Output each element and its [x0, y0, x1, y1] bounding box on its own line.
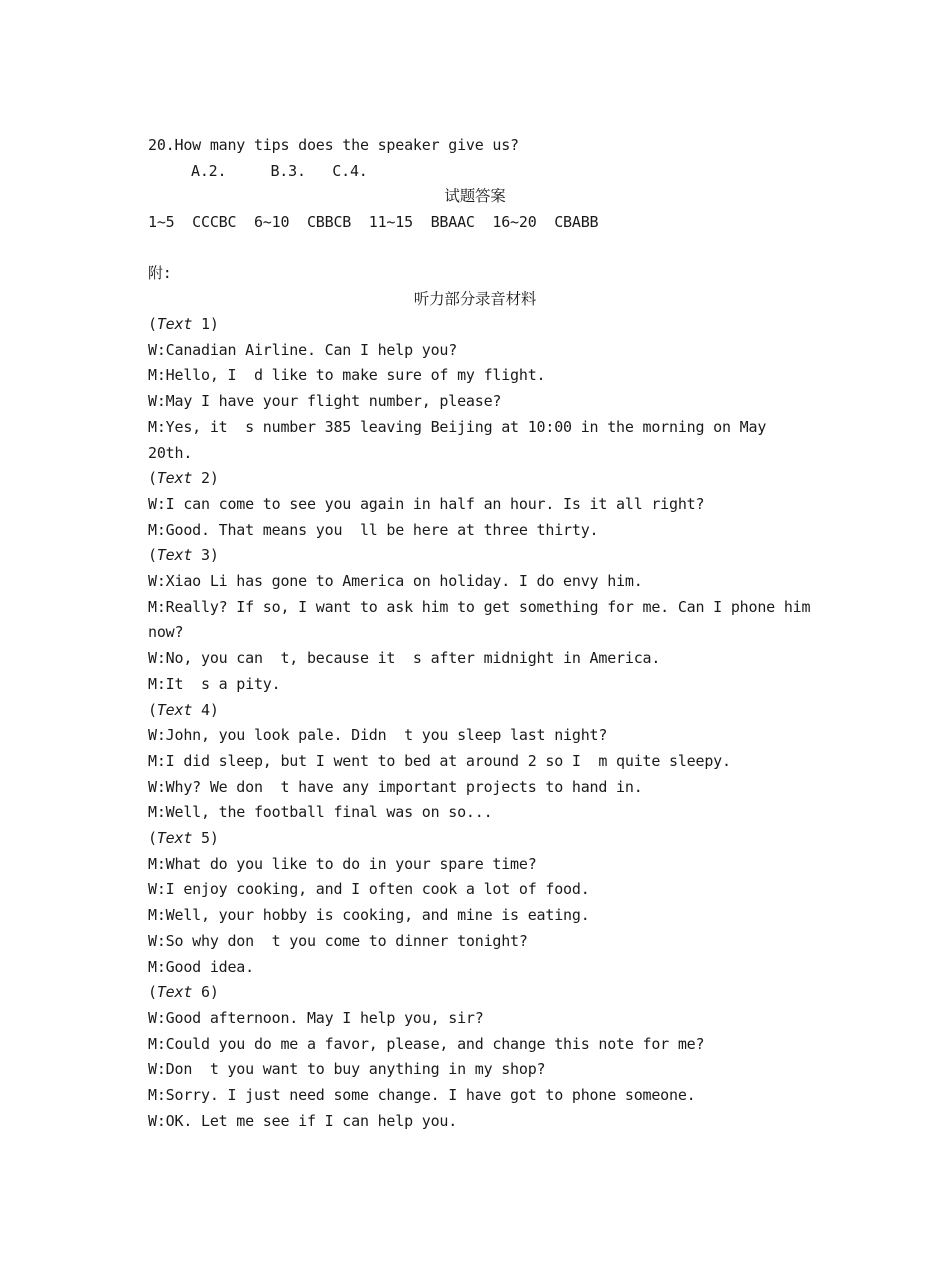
text-label-word: Text: [156, 983, 193, 1001]
text-label-open: (: [148, 701, 157, 719]
text-label-word: Text: [156, 546, 193, 564]
text-label-open: (: [148, 983, 157, 1001]
dialogue-line: W:I can come to see you again in half an hour. Is it all right?: [148, 495, 705, 513]
text-label-number: 1): [192, 315, 219, 333]
text-label-word: Text: [156, 469, 193, 487]
dialogue-line: M:Well, the football final was on so...: [148, 803, 493, 821]
dialogue-line: 20th.: [148, 444, 193, 462]
dialogue-line: M:I did sleep, but I went to bed at around 2 so I m quite sleepy.: [148, 752, 731, 770]
dialogue-line: M:It s a pity.: [148, 675, 281, 693]
text-label-open: (: [148, 546, 157, 564]
dialogue-line: M:Well, your hobby is cooking, and mine is eating.: [148, 906, 590, 924]
dialogue-line: M:Good. That means you ll be here at three thirty.: [148, 521, 599, 539]
appendix-label: 附:: [148, 264, 172, 282]
text-label: [148, 468, 219, 488]
dialogue-line: W:I enjoy cooking, and I often cook a lot of food.: [148, 880, 590, 898]
dialogue-line: W:Don t you want to buy anything in my shop?: [148, 1060, 546, 1078]
answer-key: 1~5 CCCBC 6~10 CBBCB 11~15 BBAAC 16~20 CBABB: [148, 213, 599, 231]
dialogue-line: M:Sorry. I just need some change. I have got to phone someone.: [148, 1086, 696, 1104]
text-label-open: (: [148, 315, 157, 333]
dialogue-line: now?: [148, 623, 184, 641]
answers-heading: 试题答案: [444, 187, 506, 205]
dialogue-line: W:So why don t you come to dinner tonight?: [148, 932, 528, 950]
text-label-open: (: [148, 469, 157, 487]
text-label-number: 3): [192, 546, 219, 564]
transcript-heading: 听力部分录音材料: [413, 290, 537, 308]
question-20: 20.How many tips does the speaker give us?: [148, 136, 519, 154]
text-label-number: 5): [192, 829, 219, 847]
text-label: [148, 545, 219, 565]
dialogue-line: W:OK. Let me see if I can help you.: [148, 1112, 458, 1130]
text-label-word: Text: [156, 315, 193, 333]
dialogue-line: M:Hello, I d like to make sure of my flight.: [148, 366, 546, 384]
text-label: [148, 828, 219, 848]
text-label: [148, 982, 219, 1002]
dialogue-line: W:John, you look pale. Didn t you sleep last night?: [148, 726, 608, 744]
text-label: [148, 700, 219, 720]
dialogue-line: W:May I have your flight number, please?: [148, 392, 502, 410]
text-label-word: Text: [156, 701, 193, 719]
text-label-word: Text: [156, 829, 193, 847]
text-label-number: 4): [192, 701, 219, 719]
text-label: [148, 314, 219, 334]
text-label-number: 2): [192, 469, 219, 487]
dialogue-line: M:Could you do me a favor, please, and change this note for me?: [148, 1035, 705, 1053]
dialogue-line: W:Good afternoon. May I help you, sir?: [148, 1009, 484, 1027]
dialogue-line: W:Canadian Airline. Can I help you?: [148, 341, 458, 359]
dialogue-line: M:What do you like to do in your spare time?: [148, 855, 537, 873]
dialogue-line: W:Xiao Li has gone to America on holiday. I do envy him.: [148, 572, 643, 590]
dialogue-line: M:Really? If so, I want to ask him to get something for me. Can I phone him: [148, 598, 811, 616]
question-20-options: A.2. B.3. C.4.: [191, 162, 368, 180]
text-label-number: 6): [192, 983, 219, 1001]
dialogue-line: M:Good idea.: [148, 958, 254, 976]
dialogue-line: W:Why? We don t have any important projects to hand in.: [148, 778, 643, 796]
dialogue-line: M:Yes, it s number 385 leaving Beijing at 10:00 in the morning on May: [148, 418, 767, 436]
dialogue-line: W:No, you can t, because it s after midnight in America.: [148, 649, 661, 667]
text-label-open: (: [148, 829, 157, 847]
